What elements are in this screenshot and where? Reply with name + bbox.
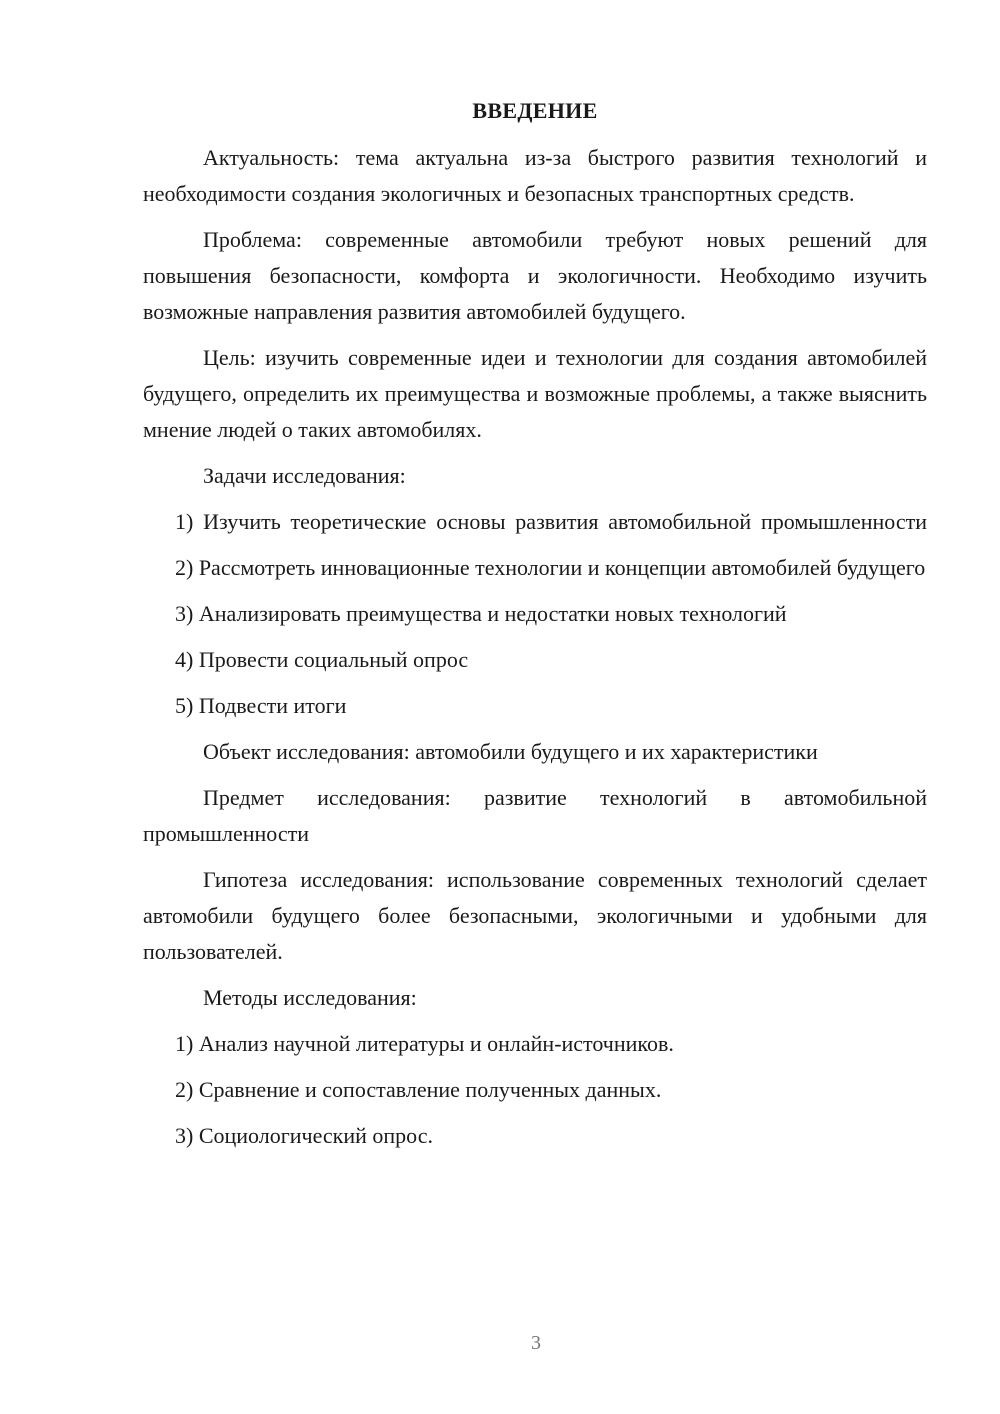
- task-item: 4) Провести социальный опрос: [175, 647, 469, 672]
- paragraph-relevance: Актуальность: тема актуальна из-за быстрого развития технологий и необходимости создания экологичных и безопасных транспортных средств.: [143, 145, 927, 206]
- paragraph-object: Объект исследования: автомобили будущего и их характеристики: [203, 739, 818, 764]
- paragraph-subject: Предмет исследования: развитие технологий в автомобильной промышленности: [143, 785, 927, 846]
- method-item: 1) Анализ научной литературы и онлайн-источников.: [175, 1031, 674, 1056]
- document-body: [143, 96, 927, 1154]
- paragraph-hypothesis: Гипотеза исследования: использование современных технологий сделает автомобили будущего более безопасными, экологичными и удобными для пользователей.: [143, 867, 927, 964]
- methods-heading: Методы исследования:: [203, 985, 417, 1010]
- paragraph-goal: Цель: изучить современные идеи и технологии для создания автомобилей будущего, определить их преимущества и возможные проблемы, а также выяснить мнение людей о таких автомобилях.: [143, 345, 927, 442]
- method-item: 3) Социологический опрос.: [175, 1123, 433, 1148]
- task-item: 5) Подвести итоги: [175, 693, 347, 718]
- tasks-heading: Задачи исследования:: [203, 463, 406, 488]
- method-item: 2) Сравнение и сопоставление полученных данных.: [175, 1077, 662, 1102]
- task-item: 1) Изучить теоретические основы развития автомобильной промышленности: [175, 509, 927, 534]
- section-title: ВВЕДЕНИЕ: [472, 98, 598, 123]
- task-item: 2) Рассмотреть инновационные технологии и концепции автомобилей будущего: [175, 555, 926, 580]
- paragraph-problem: Проблема: современные автомобили требуют новых решений для повышения безопасности, комфорта и экологичности. Необходимо изучить возможные направления развития автомобилей будущего.: [143, 227, 927, 324]
- page-number: 3: [531, 1332, 541, 1354]
- task-item: 3) Анализировать преимущества и недостатки новых технологий: [175, 601, 787, 626]
